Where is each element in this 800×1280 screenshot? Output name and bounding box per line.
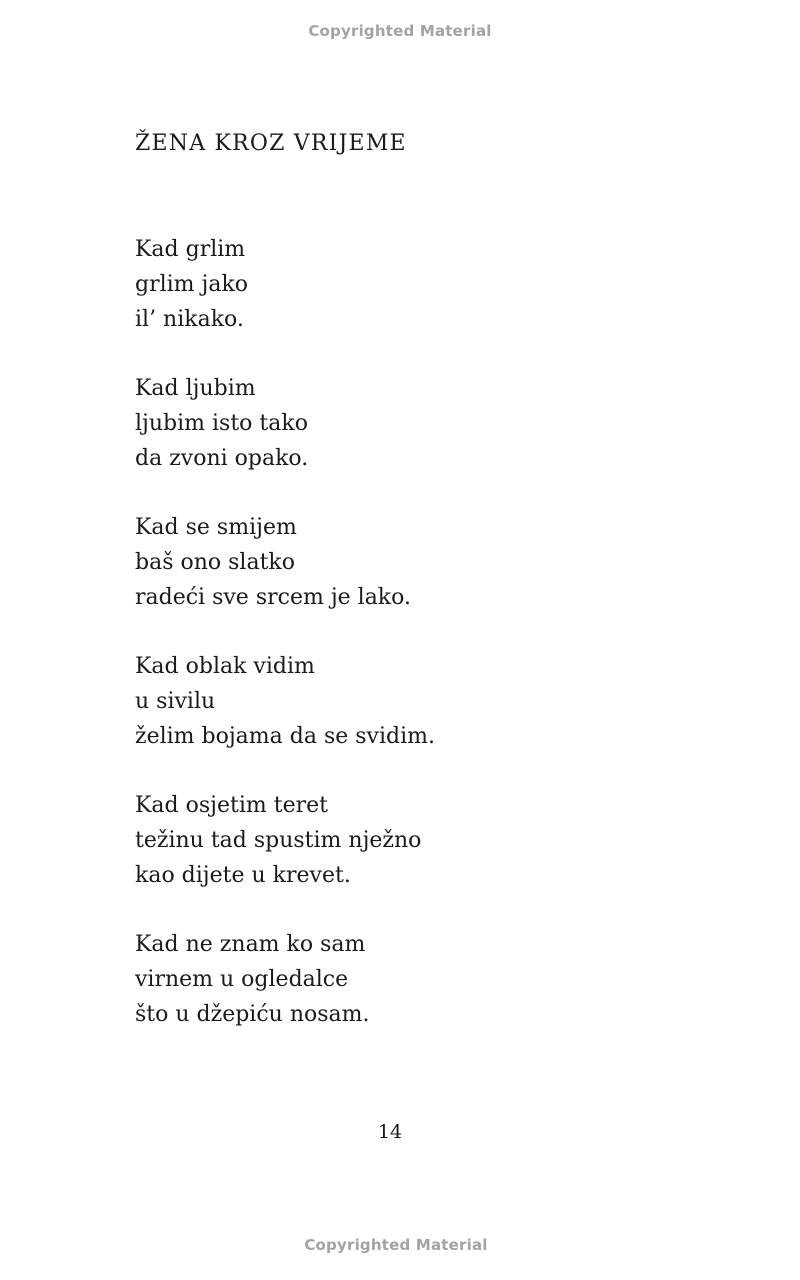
- stanza: [135, 927, 695, 1032]
- poem-line: ljubim isto tako: [135, 411, 308, 436]
- stanza: [135, 371, 695, 476]
- poem-line: što u džepiću nosam.: [135, 1002, 370, 1027]
- poem-line: u sivilu: [135, 689, 216, 714]
- poem-body: [135, 232, 695, 1066]
- poem-line: težinu tad spustim nježno: [135, 828, 422, 853]
- page-number: 14: [377, 1121, 403, 1143]
- poem-line: baš ono slatko: [135, 550, 295, 575]
- copyright-watermark-bottom: Copyrighted Material: [304, 1236, 488, 1254]
- poem-line: kao dijete u krevet.: [135, 863, 351, 888]
- poem-line: Kad osjetim teret: [135, 793, 328, 818]
- poem-line: il’ nikako.: [135, 307, 244, 332]
- poem-line: virnem u ogledalce: [135, 967, 349, 992]
- poem-line: Kad oblak vidim: [135, 654, 315, 679]
- stanza: [135, 788, 695, 893]
- poem-line: radeći sve srcem je lako.: [135, 585, 411, 610]
- poem-line: Kad se smijem: [135, 515, 297, 540]
- poem-title: ŽENA KROZ VRIJEME: [135, 131, 407, 156]
- stanza: [135, 510, 695, 615]
- copyright-watermark-top: Copyrighted Material: [308, 22, 492, 40]
- poem-line: Kad ne znam ko sam: [135, 932, 366, 957]
- poem-line: Kad grlim: [135, 237, 246, 262]
- poem-line: grlim jako: [135, 272, 249, 297]
- poem-line: Kad ljubim: [135, 376, 256, 401]
- poem-line: da zvoni opako.: [135, 446, 309, 471]
- poem-line: želim bojama da se svidim.: [135, 724, 435, 749]
- stanza: [135, 649, 695, 754]
- stanza: [135, 232, 695, 337]
